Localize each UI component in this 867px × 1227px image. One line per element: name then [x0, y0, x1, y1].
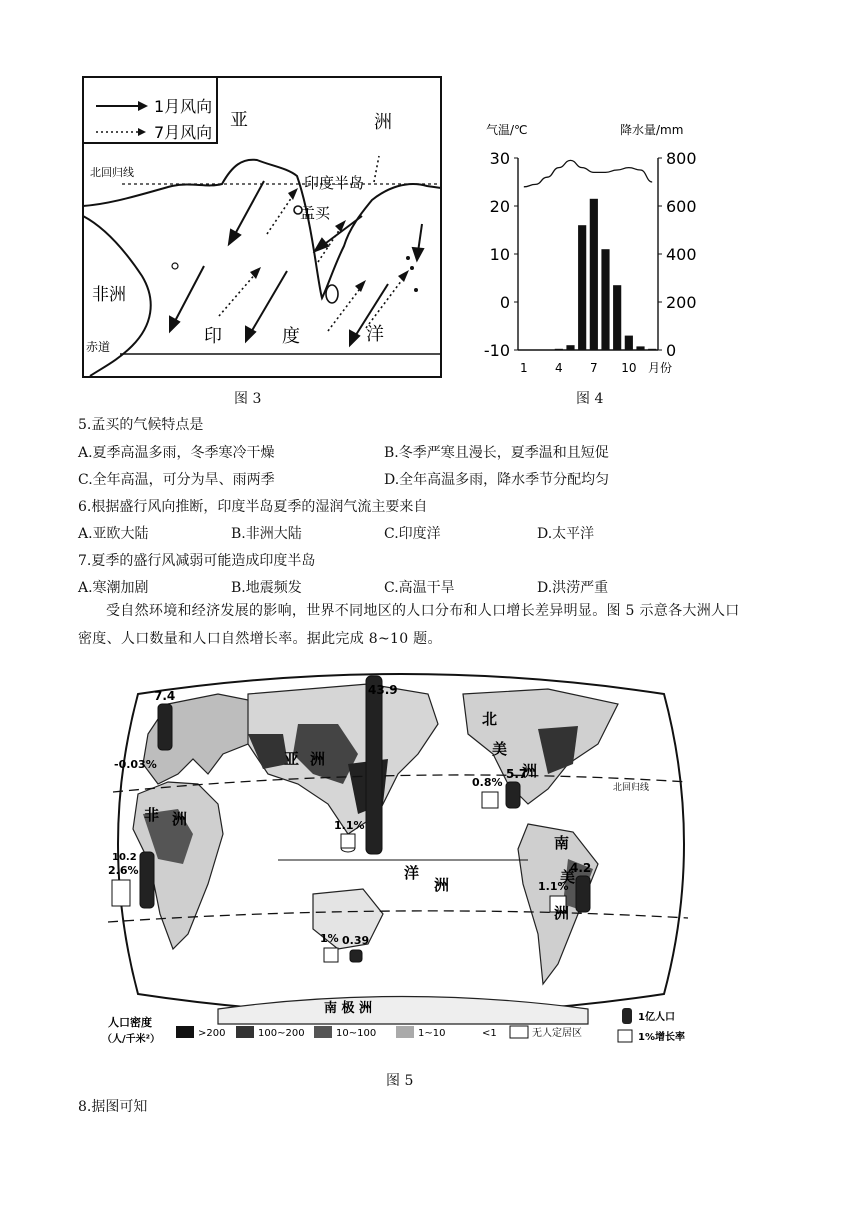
fig3-ocean-1: 印 [204, 326, 222, 347]
fig5-oceania-1: 洋 [404, 864, 420, 882]
legend-rate: 1%增长率 [638, 1032, 685, 1043]
q7-option-d: D.洪涝严重 [537, 580, 609, 596]
x-tick-label: 4 [555, 361, 563, 375]
right-tick-label: 200 [666, 293, 697, 312]
question-5: 5.孟买的气候特点是 [78, 417, 204, 433]
precipitation-bar-6 [578, 225, 586, 350]
q6-option-b: B.非洲大陆 [231, 526, 302, 542]
left-tick-label: 10 [489, 245, 510, 264]
x-tick-label: 1 [520, 361, 528, 375]
figure-3 [82, 76, 442, 380]
legend-6: 无人定居区 [532, 1028, 582, 1039]
right-axis-title: 降水量/mm [620, 123, 684, 137]
legend-3: 10~100 [336, 1028, 377, 1039]
fig3-peninsula-label: 印度半岛 [304, 174, 365, 192]
asia-rate-label: 1.1% [334, 819, 365, 832]
fig5-na-2: 美 [492, 740, 508, 758]
x-tick-label: 10 [621, 361, 637, 375]
sa-pop-label: 4.2 [570, 861, 592, 875]
left-axis-title: 气温/℃ [486, 123, 528, 137]
fig5-antarctica: 南 极 洲 [324, 1001, 373, 1016]
africa-rate-label: 2.6% [108, 864, 139, 877]
fig5-africa-1: 非 [144, 806, 160, 824]
precipitation-bar-10 [625, 336, 633, 350]
precipitation-bar-1 [520, 350, 528, 351]
legend-1: >200 [198, 1028, 226, 1039]
fig3-tropic-label: 北回归线 [90, 166, 134, 179]
x-tick-label: 7 [590, 361, 598, 375]
q6-option-c: C.印度洋 [384, 526, 441, 542]
right-tick-label: 800 [666, 149, 697, 168]
precipitation-bar-4 [555, 349, 563, 350]
figure-3-map [82, 76, 442, 380]
fig5-na-1: 北 [482, 710, 498, 728]
legend-jan-label: 1月风向 [154, 97, 213, 116]
fig5-na-3: 洲 [522, 762, 538, 780]
intro-line-2: 密度、人口数量和人口自然增长率。据此完成 8~10 题。 [78, 631, 442, 647]
figure-5 [98, 664, 704, 1056]
precipitation-bar-7 [590, 199, 598, 350]
q7-option-b: B.地震频发 [231, 580, 302, 596]
sa-rate-label: 1.1% [538, 880, 569, 893]
figure-5-caption: 图 5 [386, 1073, 414, 1089]
fig3-asia-1: 亚 [230, 110, 248, 131]
left-tick-label: 20 [489, 197, 510, 216]
figure-3-caption: 图 3 [234, 391, 262, 407]
question-7: 7.夏季的盛行风减弱可能造成印度半岛 [78, 553, 316, 569]
figure-4-caption: 图 4 [576, 391, 604, 407]
oceania-pop-label: 0.39 [342, 934, 370, 947]
q7-option-c: C.高温干旱 [384, 580, 455, 596]
fig5-tropic-label: 北回归线 [613, 783, 650, 793]
climate-chart [482, 118, 702, 380]
fig5-asia-1: 亚 [284, 750, 300, 768]
asia-pop-label: 43.9 [368, 683, 398, 697]
legend-4: 1~10 [418, 1028, 446, 1039]
question-6: 6.根据盛行风向推断，印度半岛夏季的湿润气流主要来自 [78, 499, 428, 515]
fig3-ocean-3: 洋 [366, 324, 384, 345]
x-axis-unit: 月份 [648, 361, 673, 375]
fig3-asia-2: 洲 [374, 112, 392, 133]
world-population-map [98, 664, 704, 1056]
legend-pop: 1亿人口 [638, 1012, 675, 1023]
precipitation-bar-11 [636, 346, 644, 350]
q7-option-a: A.寒潮加剧 [78, 580, 149, 596]
fig3-africa-label: 非洲 [92, 285, 126, 305]
oceania-rate-label: 1% [320, 932, 339, 945]
left-tick-label: 30 [489, 149, 510, 168]
q5-option-b: B.冬季严寒且漫长，夏季温和且短促 [384, 445, 609, 461]
q6-option-d: D.太平洋 [537, 526, 595, 542]
fig5-oceania-2: 洲 [434, 876, 450, 894]
fig5-asia-2: 洲 [310, 750, 326, 768]
europe-rate-label: -0.03% [114, 758, 157, 771]
q6-option-a: A.亚欧大陆 [78, 526, 149, 542]
precipitation-bar-8 [601, 249, 609, 350]
q5-option-c: C.全年高温，可分为旱、雨两季 [78, 472, 275, 488]
legend-jul-label: 7月风向 [154, 123, 213, 142]
legend-2: 100~200 [258, 1028, 305, 1039]
right-tick-label: 0 [666, 341, 677, 360]
fig5-sa-1: 南 [554, 834, 570, 852]
precipitation-bar-5 [566, 345, 574, 350]
left-tick-label: -10 [483, 341, 510, 360]
intro-line-1: 受自然环境和经济发展的影响，世界不同地区的人口分布和人口增长差异明显。图 5 示意各大洲人口 [106, 603, 740, 619]
left-tick-label: 0 [499, 293, 510, 312]
precipitation-bar-3 [543, 350, 551, 351]
na-pop-label: 5.7 [506, 767, 528, 781]
temperature-curve [524, 160, 652, 186]
legend-title-1: 人口密度 [108, 1016, 152, 1029]
right-tick-label: 600 [666, 197, 697, 216]
q5-option-a: A.夏季高温多雨，冬季寒冷干燥 [78, 445, 275, 461]
fig3-equator-label: 赤道 [86, 340, 111, 354]
precipitation-bar-12 [648, 349, 656, 350]
fig5-sa-3: 洲 [554, 904, 570, 922]
legend-5: <1 [482, 1028, 497, 1039]
fig5-africa-2: 洲 [172, 810, 188, 828]
figure-4 [482, 118, 702, 380]
right-tick-label: 400 [666, 245, 697, 264]
africa-pop-label: 10.2 [112, 852, 137, 863]
q5-option-d: D.全年高温多雨，降水季节分配均匀 [384, 472, 610, 488]
fig5-sa-2: 美 [560, 868, 576, 886]
precipitation-bar-9 [613, 285, 621, 350]
legend-title-2: （人/千米²） [102, 1034, 161, 1045]
fig3-city-label: 孟买 [300, 204, 331, 222]
question-8: 8.据图可知 [78, 1099, 148, 1115]
europe-pop-label: 7.4 [154, 689, 176, 703]
na-rate-label: 0.8% [472, 776, 503, 789]
precipitation-bar-2 [531, 350, 539, 351]
fig3-ocean-2: 度 [282, 326, 300, 347]
